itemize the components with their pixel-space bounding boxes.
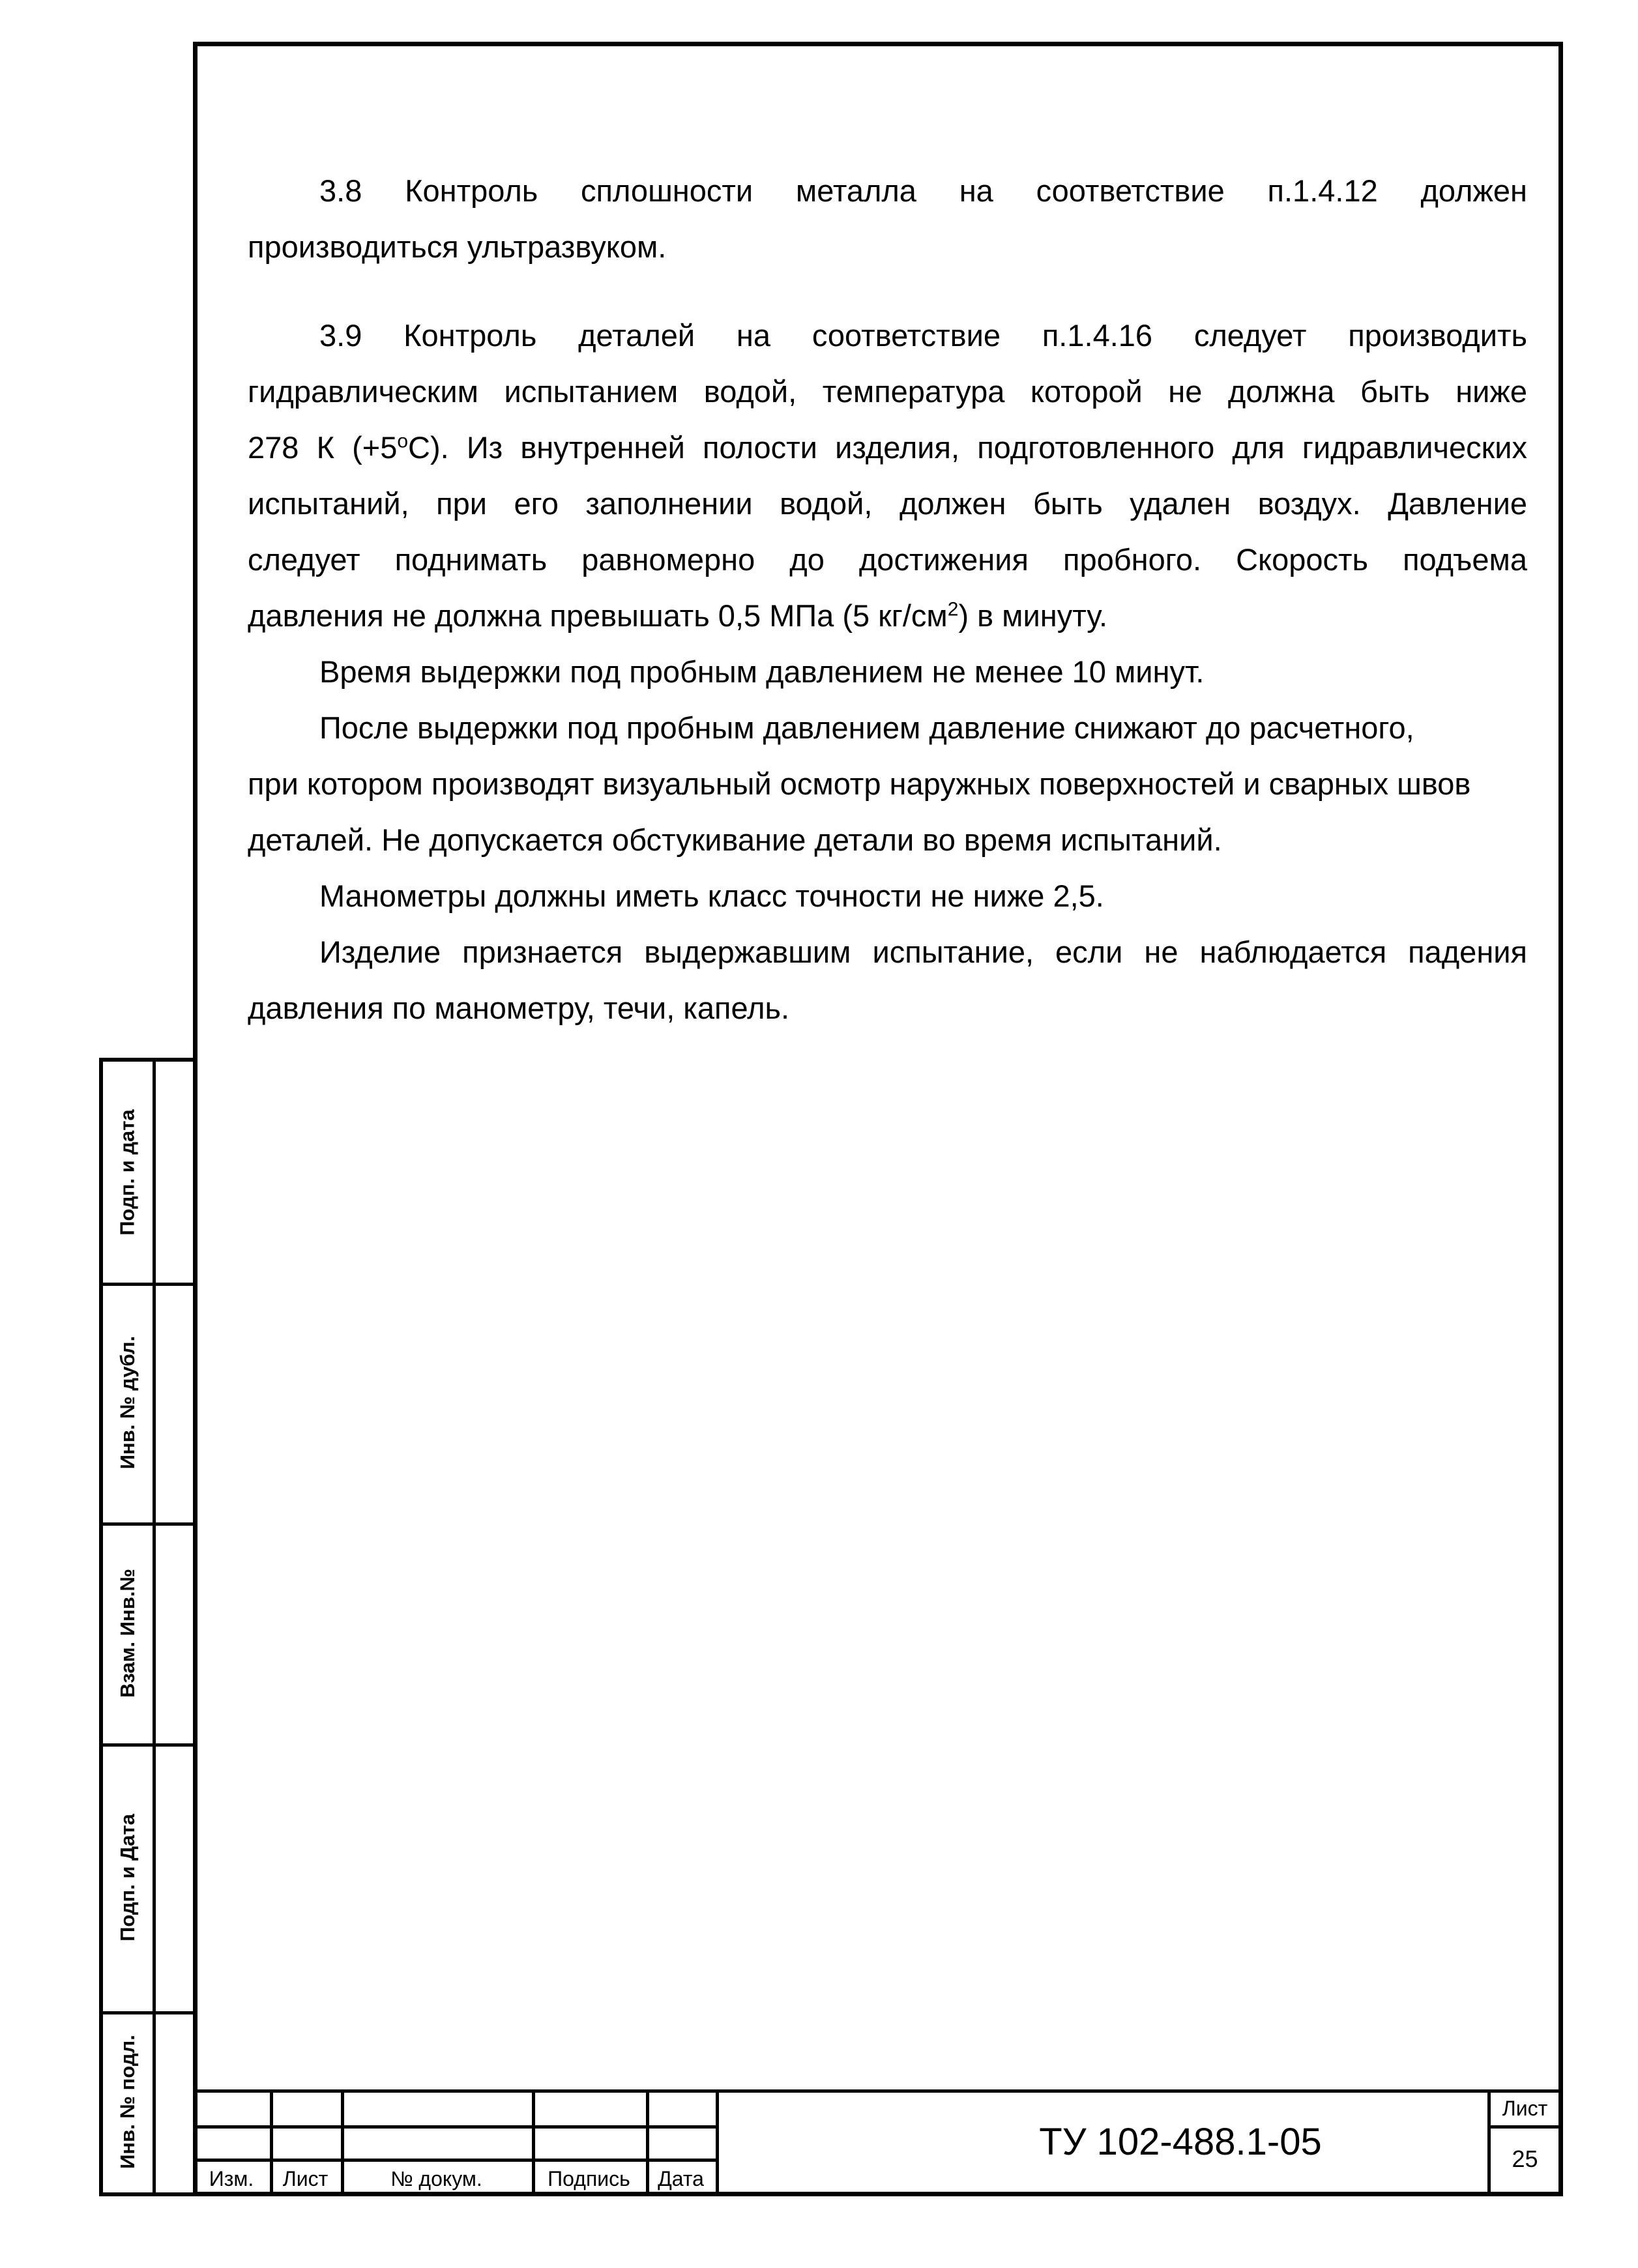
sheet-label: Лист	[1502, 2096, 1548, 2120]
section-3-8-line2: производиться ультразвуком.	[248, 229, 667, 264]
title-col-change: Изм.	[209, 2166, 254, 2190]
after-hold-line2: при котором производят визуальный осмотр наружных поверхностей и сварных швов	[248, 766, 1471, 801]
side-repl-inv: Взам. Инв.№	[116, 1568, 139, 1698]
title-col-sheet: Лист	[282, 2166, 329, 2190]
after-hold-line3: деталей. Не допускается обстукивание детали во время испытаний.	[248, 822, 1222, 857]
hold-time-paragraph: Время выдержки под пробным давлением не менее 10 минут.	[319, 654, 1205, 689]
side-sign-date-2: Подп. и Дата	[116, 1813, 139, 1941]
side-dup-inv: Инв. № дубл.	[116, 1335, 139, 1470]
title-col-doc: № докум.	[390, 2166, 482, 2190]
section-3-9-line3: 278 К $(+5^оС)$. Из внутренней полости изделия, подготовленного для гидравлических	[248, 430, 1527, 465]
section-3-9-line4: испытаний, при его заполнении водой, должен быть удален воздух. Давление	[248, 486, 1527, 521]
title-col-sign: Подпись	[548, 2166, 630, 2190]
result-line1: Изделие признается выдержавшим испытание, если не наблюдается падения	[319, 935, 1527, 969]
side-stamp-table	[99, 1058, 197, 2196]
gauges-paragraph: Манометры должны иметь класс точности не ниже 2,5.	[319, 879, 1104, 913]
side-sign-date-1: Подп. и дата	[116, 1109, 139, 1236]
section-3-8-line1: 3.8 Контроль сплошности металла на соответствие п.1.4.12 должен	[319, 173, 1527, 208]
side-orig-inv: Инв. № подл.	[116, 2035, 139, 2169]
title-block	[193, 2089, 1563, 2196]
section-3-9-line2: гидравлическим испытанием водой, температура которой не должна быть ниже	[248, 374, 1527, 409]
sheet-number: 25	[1512, 2145, 1538, 2172]
section-3-9-line5: следует поднимать равномерно до достижения пробного. Скорость подъема	[248, 542, 1527, 577]
title-col-date: Дата	[658, 2166, 704, 2190]
body-text	[248, 163, 1527, 1036]
section-3-9-line1: 3.9 Контроль деталей на соответствие п.1.4.16 следует производить	[319, 318, 1527, 353]
after-hold-line1: После выдержки под пробным давлением давление снижают до расчетного,	[319, 710, 1414, 745]
section-3-9-line6: давления не должна превышать 0,5 МПа (5 $кг/см^2$) в минуту.	[248, 598, 1108, 633]
result-line2: давления по манометру, течи, капель.	[248, 991, 790, 1025]
document-number: ТУ 102-488.1-05	[1039, 2120, 1322, 2163]
